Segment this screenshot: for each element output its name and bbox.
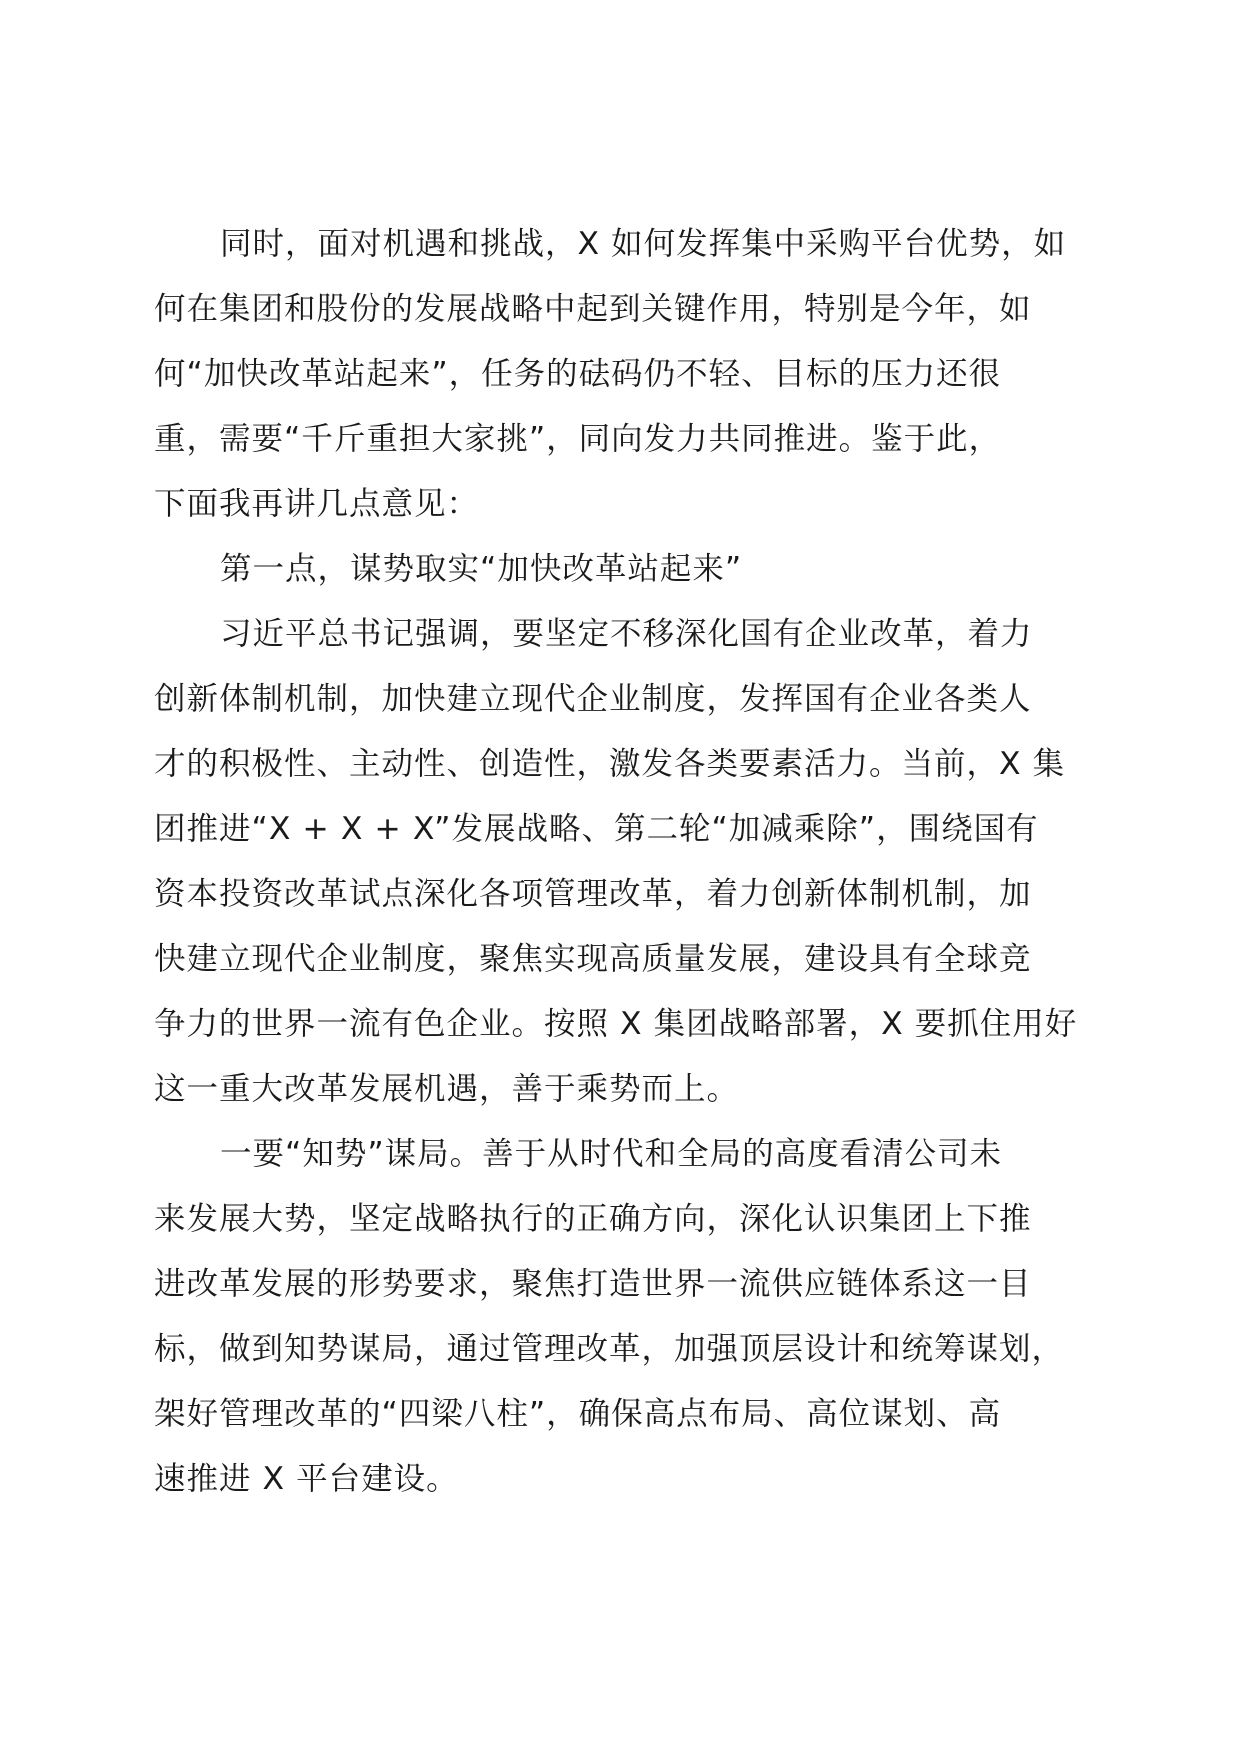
text-line: 进改革发展的形势要求，聚焦打造世界一流供应链体系这一目 <box>154 1266 1032 1302</box>
text-line: 何在集团和股份的发展战略中起到关键作用，特别是今年，如 <box>154 291 1032 327</box>
text-line: 架好管理改革的“四梁八柱”，确保高点布局、高位谋划、高 <box>154 1396 1002 1432</box>
text-line: 这一重大改革发展机遇，善于乘势而上。 <box>154 1071 740 1107</box>
text-line: 快建立现代企业制度，聚焦实现高质量发展，建设具有全球竞 <box>154 941 1032 977</box>
text-line: 争力的世界一流有色企业。按照 X 集团战略部署，X 要抓住用好 <box>154 1006 1078 1042</box>
text-line: 习近平总书记强调，要坚定不移深化国有企业改革，着力 <box>220 616 1033 652</box>
text-line: 下面我再讲几点意见： <box>154 486 480 522</box>
text-line: 来发展大势，坚定战略执行的正确方向，深化认识集团上下推 <box>154 1201 1032 1237</box>
text-line: 何“加快改革站起来”，任务的砝码仍不轻、目标的压力还很 <box>154 356 1002 392</box>
text-line: 速推进 X 平台建设。 <box>154 1461 459 1497</box>
text-line: 资本投资改革试点深化各项管理改革，着力创新体制机制，加 <box>154 876 1032 912</box>
text-line: 标，做到知势谋局，通过管理改革，加强顶层设计和统筹谋划， <box>154 1331 1065 1367</box>
text-line: 同时，面对机遇和挑战，X 如何发挥集中采购平台优势，如 <box>220 226 1067 262</box>
text-line: 创新体制机制，加快建立现代企业制度，发挥国有企业各类人 <box>154 681 1032 717</box>
document-body <box>154 212 1094 1512</box>
text-line: 一要“知势”谋局。善于从时代和全局的高度看清公司未 <box>220 1136 1003 1172</box>
text-line: 团推进“X + X + X”发展战略、第二轮“加减乘除”，围绕国有 <box>154 811 1039 847</box>
text-line: 才的积极性、主动性、创造性，激发各类要素活力。当前，X 集 <box>154 746 1066 782</box>
section-heading: 第一点，谋势取实“加快改革站起来” <box>220 551 743 587</box>
text-line: 重，需要“千斤重担大家挑”，同向发力共同推进。鉴于此， <box>154 421 1002 457</box>
